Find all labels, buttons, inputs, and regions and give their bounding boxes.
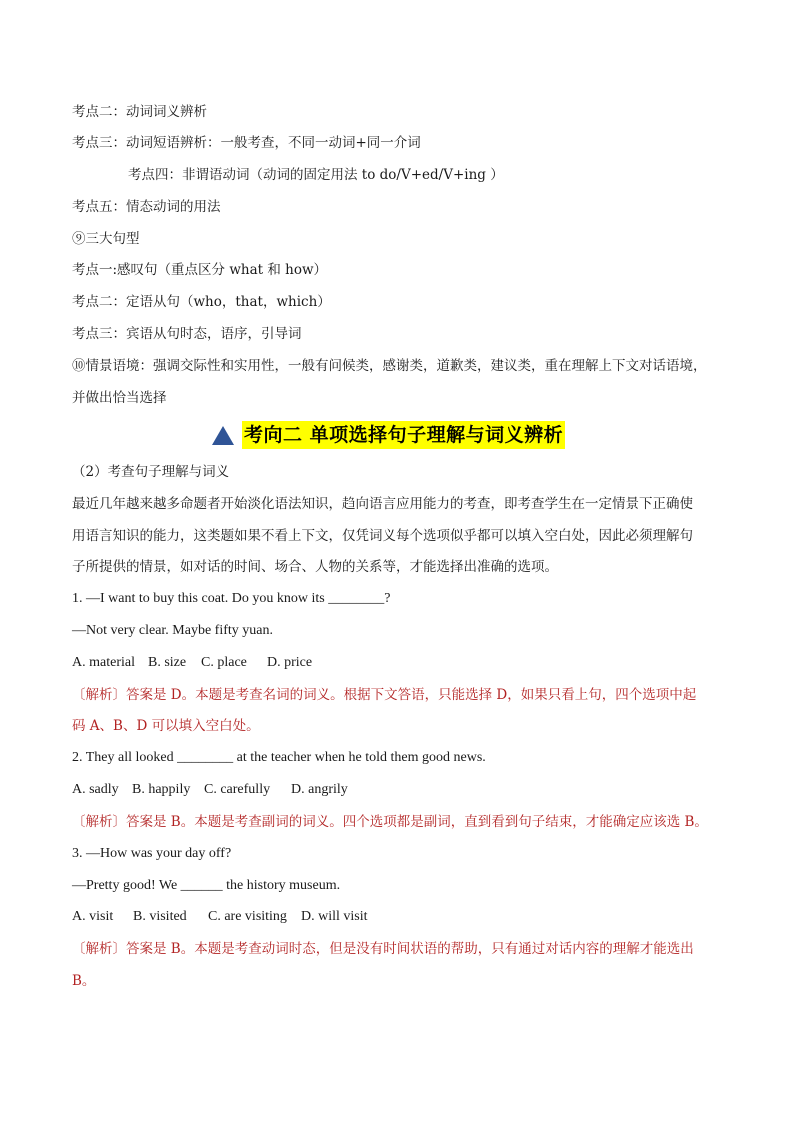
- paragraph-line: 最近几年越来越多命题者开始淡化语法知识，趋向语言应用能力的考查，即考查学生在一定情景下正确使: [72, 496, 693, 512]
- option: B. happily: [132, 782, 191, 797]
- outline-item: 考点一:感叹句（重点区分 what 和 how）: [72, 262, 328, 278]
- option: A. sadly: [72, 782, 119, 797]
- option: A. material: [72, 655, 135, 670]
- outline-heading: ⑨三大句型: [72, 231, 140, 247]
- outline-item: 考点三：动词短语辨析：一般考查，不同一动词+同一介词: [72, 135, 421, 151]
- option: C. carefully: [204, 782, 271, 797]
- outline-item: 考点四：非谓语动词（动词的固定用法 to do/V+ed/V+ing ）: [128, 167, 504, 183]
- triangle-icon: [212, 426, 234, 445]
- section-heading: [212, 420, 565, 450]
- question-stem: 3. —How was your day off?: [72, 846, 232, 861]
- outline-item: 考点二：定语从句（who，that，which）: [72, 294, 331, 310]
- outline-item: 考点二：动词词义辨析: [72, 104, 207, 120]
- analysis-line: 码 A、B、D 可以填入空白处。: [72, 718, 260, 734]
- outline-item: 考点三：宾语从句时态，语序，引导词: [72, 326, 302, 342]
- question-reply: —Pretty good! We ______ the history museum.: [72, 878, 341, 893]
- analysis-line: 〔解析〕答案是 B。本题是考查副词的词义。四个选项都是副词，直到看到句子结束，才能确定应该选 B。: [72, 814, 708, 830]
- question-stem: 2. They all looked ________ at the teacher when he told them good news.: [72, 750, 486, 765]
- question-options: [72, 907, 368, 927]
- option: D. will visit: [301, 909, 368, 924]
- analysis-line: 〔解析〕答案是 D。本题是考查名词的词义。根据下文答语，只能选择 D，如果只看上句，四个选项中起: [72, 687, 697, 703]
- option: C. are visiting: [208, 909, 287, 924]
- outline-item: ⑩情景语境：强调交际性和实用性，一般有问候类，感谢类，道歉类，建议类，重在理解上下文对话语境，: [72, 358, 707, 374]
- question-options: [72, 653, 312, 673]
- outline-item: 考点五：情态动词的用法: [72, 199, 221, 215]
- question-options: [72, 780, 348, 800]
- question-reply: —Not very clear. Maybe fifty yuan.: [72, 623, 273, 638]
- analysis-line: 〔解析〕答案是 B。本题是考查动词时态，但是没有时间状语的帮助，只有通过对话内容的理解才能选出: [72, 941, 694, 957]
- paragraph-line: 用语言知识的能力，这类题如果不看上下文，仅凭词义每个选项似乎都可以填入空白处，因此必须理解句: [72, 528, 693, 544]
- outline-item: 并做出恰当选择: [72, 390, 167, 406]
- analysis-line: B。: [72, 973, 96, 989]
- section-subtitle: （2）考查句子理解与词义: [72, 464, 230, 480]
- option: A. visit: [72, 909, 114, 924]
- section-title: 考向二 单项选择句子理解与词义辨析: [242, 421, 565, 449]
- option: D. price: [267, 655, 313, 670]
- option: D. angrily: [291, 782, 348, 797]
- option: B. size: [148, 655, 187, 670]
- question-stem: 1. —I want to buy this coat. Do you know its ________?: [72, 591, 391, 606]
- paragraph-line: 子所提供的情景，如对话的时间、场合、人物的关系等，才能选择出准确的选项。: [72, 559, 558, 575]
- option: C. place: [201, 655, 247, 670]
- option: B. visited: [133, 909, 187, 924]
